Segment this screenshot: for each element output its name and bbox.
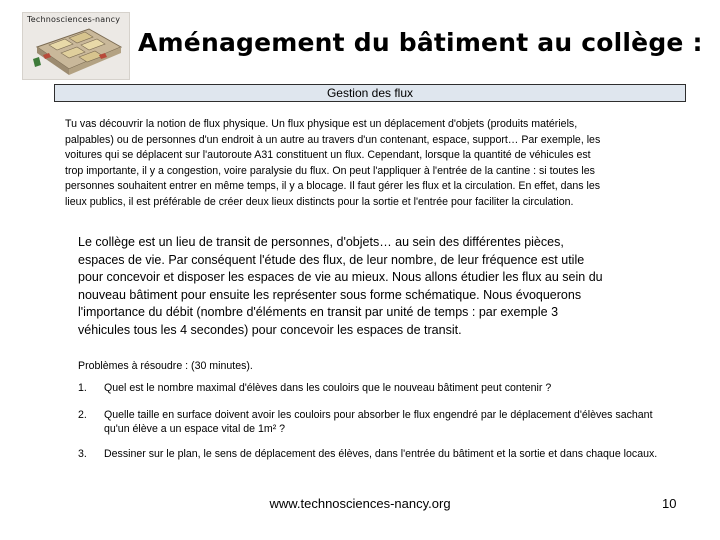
college-paragraph: Le collège est un lieu de transit de personnes, d'objets… au sein des différentes pièces, espaces de vie. Par conséquent l'étude des flux, de leur nombre, de leur fréquence est utile pour concevoir et disposer les espaces de vie au mieux. Nous allons étudier les flux au sein du nouveau bâtiment pour ensuite les représenter sous forme schématique. Nous évoquerons l'importance du débit (nombre d'éléments en transit par unité de temps : par exemple 3 véhicules tous les 4 secondes) pour concevoir les espaces de transit. <box>78 235 603 337</box>
footer-url: www.technosciences-nancy.org <box>269 496 451 511</box>
question-text: Quelle taille en surface doivent avoir les couloirs pour absorber le flux engendré par le déplacement d'élèves sachant qu'un élève a un espace vital de 1m² ? <box>104 409 653 435</box>
question-text: Quel est le nombre maximal d'élèves dans les couloirs que le nouveau bâtiment peut contenir ? <box>104 382 552 394</box>
list-item <box>78 447 678 461</box>
logo <box>22 12 130 80</box>
logo-text: Technosciences-nancy <box>27 15 121 24</box>
question-text: Dessiner sur le plan, le sens de déplacement des élèves, dans l'entrée du bâtiment et la sortie et dans chaque locaux. <box>104 448 658 460</box>
problems-heading: Problèmes à résoudre : (30 minutes). <box>78 360 253 372</box>
list-item <box>78 408 678 436</box>
section-banner: Gestion des flux <box>54 84 686 102</box>
list-item <box>78 381 678 395</box>
question-number: 3. <box>78 448 87 460</box>
question-number: 2. <box>78 409 87 421</box>
intro-paragraph: Tu vas découvrir la notion de flux physique. Un flux physique est un déplacement d'objets (produits matériels, palpables) ou de personnes d'un endroit à un autre au travers d'un contenant, espace, support… Par exemple, les voitures qui se déplacent sur l'autoroute A31 constituent un flux. Cependant, lorsque la quantité de véhicules est trop importante, il y a congestion, voire paralysie du flux. On peut l'appliquer à l'entrée de la cantine : si toutes les personnes souhaitent entrer en même temps, il y a blocage. Il faut gérer les flux et la circulation. En effet, dans les lieux publics, il est préférable de créer deux lieux distincts pour la sortie et l'entrée pour faciliter la circulation. <box>65 118 601 208</box>
page-title: Aménagement du bâtiment au collège : <box>138 28 703 57</box>
questions-list <box>78 381 678 461</box>
question-number: 1. <box>78 382 87 394</box>
page-number: 10 <box>662 496 677 511</box>
building-plan-icon <box>29 25 125 77</box>
